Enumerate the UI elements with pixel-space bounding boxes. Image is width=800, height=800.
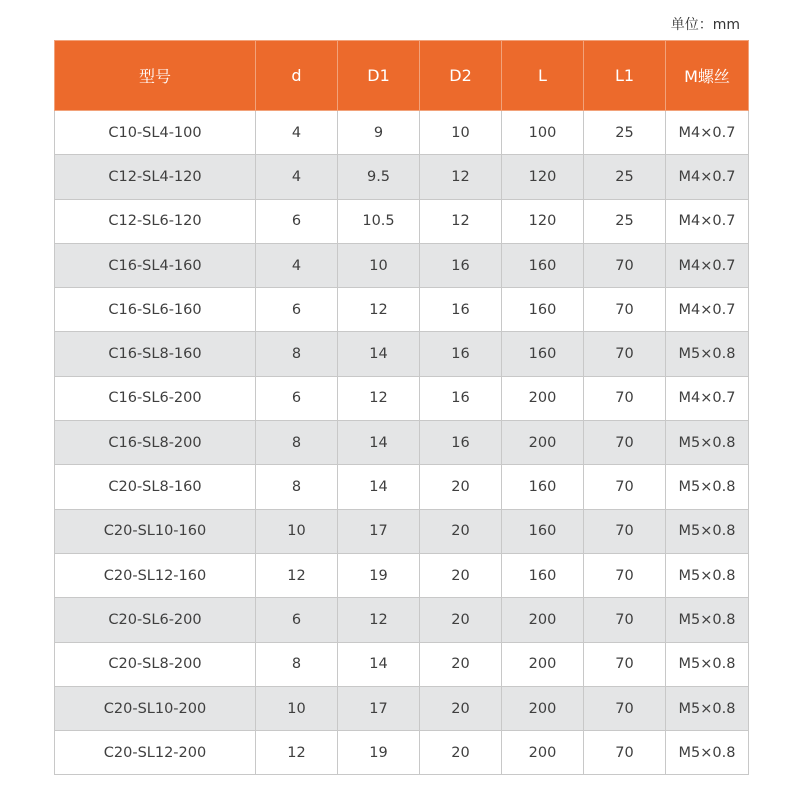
cell-model: C12-SL4-120 bbox=[55, 155, 256, 199]
cell-d1: 14 bbox=[338, 642, 420, 686]
cell-l1: 70 bbox=[584, 642, 666, 686]
table-row bbox=[55, 642, 749, 686]
cell-l1: 70 bbox=[584, 509, 666, 553]
cell-d1: 14 bbox=[338, 332, 420, 376]
cell-d1: 12 bbox=[338, 598, 420, 642]
cell-l: 160 bbox=[502, 243, 584, 287]
cell-d1: 12 bbox=[338, 376, 420, 420]
cell-d1: 17 bbox=[338, 509, 420, 553]
cell-d2: 12 bbox=[420, 199, 502, 243]
cell-d: 6 bbox=[256, 199, 338, 243]
cell-d2: 16 bbox=[420, 376, 502, 420]
cell-d1: 10 bbox=[338, 243, 420, 287]
cell-d: 12 bbox=[256, 553, 338, 597]
header-model: 型号 bbox=[55, 41, 256, 111]
cell-d1: 14 bbox=[338, 421, 420, 465]
cell-m-screw: M5×0.8 bbox=[666, 731, 749, 775]
cell-l1: 25 bbox=[584, 155, 666, 199]
cell-model: C12-SL6-120 bbox=[55, 199, 256, 243]
cell-d2: 10 bbox=[420, 111, 502, 155]
cell-m-screw: M5×0.8 bbox=[666, 465, 749, 509]
table-row bbox=[55, 155, 749, 199]
table-body bbox=[55, 111, 749, 775]
header-d2: D2 bbox=[420, 41, 502, 111]
cell-m-screw: M5×0.8 bbox=[666, 509, 749, 553]
cell-d2: 20 bbox=[420, 598, 502, 642]
cell-model: C16-SL8-200 bbox=[55, 421, 256, 465]
header-l1: L1 bbox=[584, 41, 666, 111]
header-l: L bbox=[502, 41, 584, 111]
table-row bbox=[55, 686, 749, 730]
cell-model: C20-SL10-160 bbox=[55, 509, 256, 553]
cell-m-screw: M5×0.8 bbox=[666, 686, 749, 730]
table-row bbox=[55, 332, 749, 376]
cell-model: C10-SL4-100 bbox=[55, 111, 256, 155]
cell-m-screw: M5×0.8 bbox=[666, 598, 749, 642]
cell-l1: 70 bbox=[584, 465, 666, 509]
cell-d: 8 bbox=[256, 642, 338, 686]
cell-m-screw: M4×0.7 bbox=[666, 288, 749, 332]
cell-l: 200 bbox=[502, 686, 584, 730]
cell-m-screw: M5×0.8 bbox=[666, 421, 749, 465]
cell-l: 160 bbox=[502, 332, 584, 376]
spec-table bbox=[54, 40, 749, 775]
cell-l1: 70 bbox=[584, 553, 666, 597]
cell-m-screw: M5×0.8 bbox=[666, 642, 749, 686]
cell-d2: 12 bbox=[420, 155, 502, 199]
cell-model: C16-SL8-160 bbox=[55, 332, 256, 376]
cell-d1: 19 bbox=[338, 731, 420, 775]
cell-model: C16-SL6-160 bbox=[55, 288, 256, 332]
cell-l1: 70 bbox=[584, 376, 666, 420]
table-row bbox=[55, 553, 749, 597]
cell-m-screw: M4×0.7 bbox=[666, 376, 749, 420]
cell-l: 160 bbox=[502, 465, 584, 509]
cell-d2: 20 bbox=[420, 731, 502, 775]
cell-l: 200 bbox=[502, 376, 584, 420]
table-row bbox=[55, 465, 749, 509]
cell-model: C16-SL6-200 bbox=[55, 376, 256, 420]
cell-l: 120 bbox=[502, 199, 584, 243]
cell-d: 10 bbox=[256, 686, 338, 730]
cell-d2: 16 bbox=[420, 288, 502, 332]
cell-d2: 16 bbox=[420, 243, 502, 287]
cell-d2: 20 bbox=[420, 642, 502, 686]
cell-model: C20-SL6-200 bbox=[55, 598, 256, 642]
cell-d1: 9.5 bbox=[338, 155, 420, 199]
cell-d1: 12 bbox=[338, 288, 420, 332]
cell-l1: 70 bbox=[584, 332, 666, 376]
cell-d2: 16 bbox=[420, 332, 502, 376]
cell-d2: 16 bbox=[420, 421, 502, 465]
cell-l1: 25 bbox=[584, 199, 666, 243]
cell-l1: 70 bbox=[584, 243, 666, 287]
cell-d: 6 bbox=[256, 288, 338, 332]
cell-d: 12 bbox=[256, 731, 338, 775]
cell-m-screw: M4×0.7 bbox=[666, 243, 749, 287]
cell-d1: 19 bbox=[338, 553, 420, 597]
cell-d: 6 bbox=[256, 598, 338, 642]
cell-m-screw: M5×0.8 bbox=[666, 553, 749, 597]
cell-d2: 20 bbox=[420, 686, 502, 730]
cell-model: C20-SL8-200 bbox=[55, 642, 256, 686]
cell-m-screw: M4×0.7 bbox=[666, 155, 749, 199]
cell-d2: 20 bbox=[420, 509, 502, 553]
header-row bbox=[55, 41, 749, 111]
cell-d2: 20 bbox=[420, 553, 502, 597]
cell-d1: 17 bbox=[338, 686, 420, 730]
cell-l1: 25 bbox=[584, 111, 666, 155]
cell-d: 4 bbox=[256, 155, 338, 199]
cell-l: 160 bbox=[502, 553, 584, 597]
table-row bbox=[55, 288, 749, 332]
table-row bbox=[55, 376, 749, 420]
cell-l1: 70 bbox=[584, 288, 666, 332]
table-header bbox=[55, 41, 749, 111]
cell-l: 160 bbox=[502, 509, 584, 553]
table-row bbox=[55, 598, 749, 642]
cell-d2: 20 bbox=[420, 465, 502, 509]
cell-d1: 9 bbox=[338, 111, 420, 155]
header-d: d bbox=[256, 41, 338, 111]
cell-d: 6 bbox=[256, 376, 338, 420]
cell-model: C20-SL8-160 bbox=[55, 465, 256, 509]
cell-m-screw: M5×0.8 bbox=[666, 332, 749, 376]
table-row bbox=[55, 509, 749, 553]
cell-d: 10 bbox=[256, 509, 338, 553]
header-d1: D1 bbox=[338, 41, 420, 111]
cell-d: 8 bbox=[256, 421, 338, 465]
cell-l1: 70 bbox=[584, 731, 666, 775]
cell-d: 4 bbox=[256, 111, 338, 155]
cell-l: 200 bbox=[502, 598, 584, 642]
cell-l: 200 bbox=[502, 642, 584, 686]
cell-model: C20-SL12-160 bbox=[55, 553, 256, 597]
cell-m-screw: M4×0.7 bbox=[666, 199, 749, 243]
cell-model: C20-SL12-200 bbox=[55, 731, 256, 775]
cell-d: 8 bbox=[256, 332, 338, 376]
unit-label: 单位：mm bbox=[670, 17, 740, 33]
table-row bbox=[55, 421, 749, 465]
cell-l1: 70 bbox=[584, 598, 666, 642]
cell-l: 100 bbox=[502, 111, 584, 155]
header-m-screw: M螺丝 bbox=[666, 41, 749, 111]
cell-l1: 70 bbox=[584, 421, 666, 465]
cell-d: 8 bbox=[256, 465, 338, 509]
cell-model: C20-SL10-200 bbox=[55, 686, 256, 730]
table-row bbox=[55, 243, 749, 287]
cell-d1: 10.5 bbox=[338, 199, 420, 243]
cell-l: 160 bbox=[502, 288, 584, 332]
cell-m-screw: M4×0.7 bbox=[666, 111, 749, 155]
cell-l: 120 bbox=[502, 155, 584, 199]
table-row bbox=[55, 731, 749, 775]
cell-l1: 70 bbox=[584, 686, 666, 730]
cell-d1: 14 bbox=[338, 465, 420, 509]
table-row bbox=[55, 111, 749, 155]
cell-l: 200 bbox=[502, 421, 584, 465]
cell-d: 4 bbox=[256, 243, 338, 287]
cell-l: 200 bbox=[502, 731, 584, 775]
cell-model: C16-SL4-160 bbox=[55, 243, 256, 287]
table-row bbox=[55, 199, 749, 243]
